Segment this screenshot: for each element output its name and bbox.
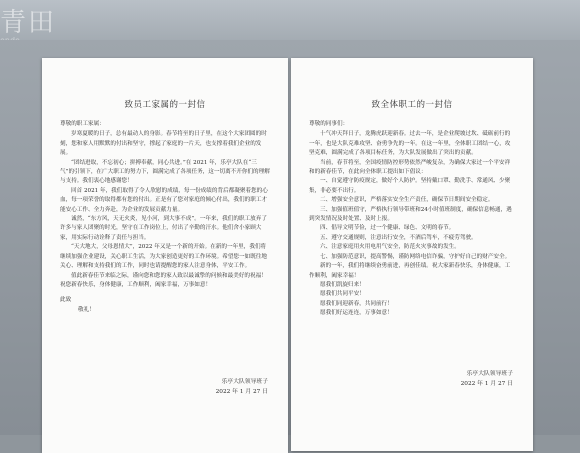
letter-date: 2022 年 1 月 27 日: [460, 381, 513, 387]
letter-signature-block: [216, 377, 268, 397]
letter-wish: 愿我们好运连连，万事如意！: [320, 310, 393, 317]
letter-wish: 愿我们凯旋归来！: [320, 281, 365, 288]
letter-title: 致全体职工的一封信: [371, 100, 453, 110]
letter-date: 2022 年 1 月 27 日: [215, 389, 268, 395]
letter-paragraph: 回首 2021 年，我们取得了令人欣慰的成绩，每一份成绩的背后都凝聚着您的心血，每一项荣誉的取得都有您的付出。正是有了您对家庭的倾心付出，我们的职工才能安心工作、全力奔赴，为企业的发展贡献力量。: [60, 187, 268, 213]
table-surface: [0, 40, 580, 435]
letter-wish: 愿我们同迎新春，共同前行！: [320, 300, 393, 307]
letter-to-families: [42, 58, 288, 453]
letter-paragraph: 五、遵守交通规则，注意出行安全，不酒后驾车，不疲劳驾驶。: [320, 234, 477, 241]
letter-wish: 愿我们共同平安！: [320, 291, 365, 298]
letter-body: [42, 120, 288, 315]
letter-signature-block: [461, 369, 513, 389]
letter-paragraph: 值此新春佳节来临之际，谨向您和您的家人致以最诚挚的问候和最美好的祝福！祝您新春快乐，身体健康，工作顺利，阖家幸福，万事如意！: [60, 272, 267, 288]
letter-paragraph: 新的一年，我们将继续奋勇前进，再创佳绩。祝大家新春快乐，身体健康，工作顺利，阖家幸福！: [309, 263, 511, 279]
letter-closing: 此致: [60, 297, 72, 304]
letter-salutation: 尊敬的职工家属：: [60, 121, 105, 127]
letter-paragraph: 七、加强防范意识，提高警惕，谨防网络电信诈骗，守护好自己的财产安全。: [320, 253, 511, 260]
letter-signature: 乐亭大队领导班子: [466, 371, 513, 377]
letter-paragraph: 四、倡导文明节俭，过一个健康、绿色、文明的春节。: [320, 225, 455, 232]
wall-sign-text: 青田: [0, 8, 57, 38]
letter-paragraph: “天大地大，父母恩情大”，2022 年又是一个新的开始。在新的一年里，我们将继续加强企业建设，关心职工生活，为大家创造更好的工作环境。希望您一如既往地关心、理解和支持我们的工作，同时也请提醒您的家人注意身体，平安工作。: [60, 244, 267, 270]
letter-paragraph: 一、自觉遵守防疫规定，做好个人防护。坚持戴口罩、勤洗手、常通风、少聚集，非必要不出行。: [309, 178, 511, 194]
letter-paragraph: “团结进取，不忘初心；拼搏奉献，同心共进。”在 2021 年，乐亭大队在“三气”的引领下，在广大职工的努力下，圆满完成了各项任务，这一切离不开你们的理解与支持。我们衷心地感谢您！: [60, 159, 270, 185]
letter-paragraph: 六、注意家庭用火用电用气安全，防范火灾事故的发生。: [320, 244, 460, 251]
letter-paragraph: 诚然，“东方风，天无火炎，见小河，到大事不成”。一年来，我们的职工放弃了许多与家人团聚的时光，坚守在工作岗位上，付出了辛勤的汗水。他们舍小家顾大家，用实际行动诠释了责任与担当。: [60, 216, 267, 241]
letter-salutation: 尊敬的同事们：: [309, 121, 349, 127]
letter-paragraph: 三、加强值班值守，严格执行领导带班和24小时值班制度，确保信息畅通，遇到突发情况及时处置、及时上报。: [309, 206, 512, 223]
letter-closing-salute: 敬礼！: [78, 306, 95, 313]
letter-to-staff: [291, 58, 533, 451]
letter-paragraph: 二、增强安全意识，严格落实安全生产责任，确保节日期间安全稳定。: [320, 197, 494, 204]
letter-body: [291, 120, 533, 319]
letter-paragraph: 当前，春节将至，全国疫情防控形势依然严峻复杂，为确保大家过一个平安祥和的新春佳节，在此向全体职工提出如下倡议：: [309, 159, 511, 176]
letter-signature: 乐亭大队领导班子: [221, 379, 268, 385]
letter-paragraph: 十气冲天拜日子，龙腾虎跃迎新春。过去一年，是企业爬坡过坎、砥砺前行的一年，也是大队克难攻坚、奋勇争先的一年。在这一年里，全体职工团结一心，攻坚克难，圆满完成了各项目标任务，为大队发展做出了突出的贡献。: [309, 131, 511, 157]
letter-title: 致员工家属的一封信: [124, 100, 206, 110]
letter-paragraph: 岁寒夏暖的日子，总有最动人的身影。春节将至的日子里，在这个大家团圆的时刻，您和家人用默默的付出和坚守，撑起了家庭的一片天，也支撑着我们企业的发展。: [60, 131, 267, 157]
